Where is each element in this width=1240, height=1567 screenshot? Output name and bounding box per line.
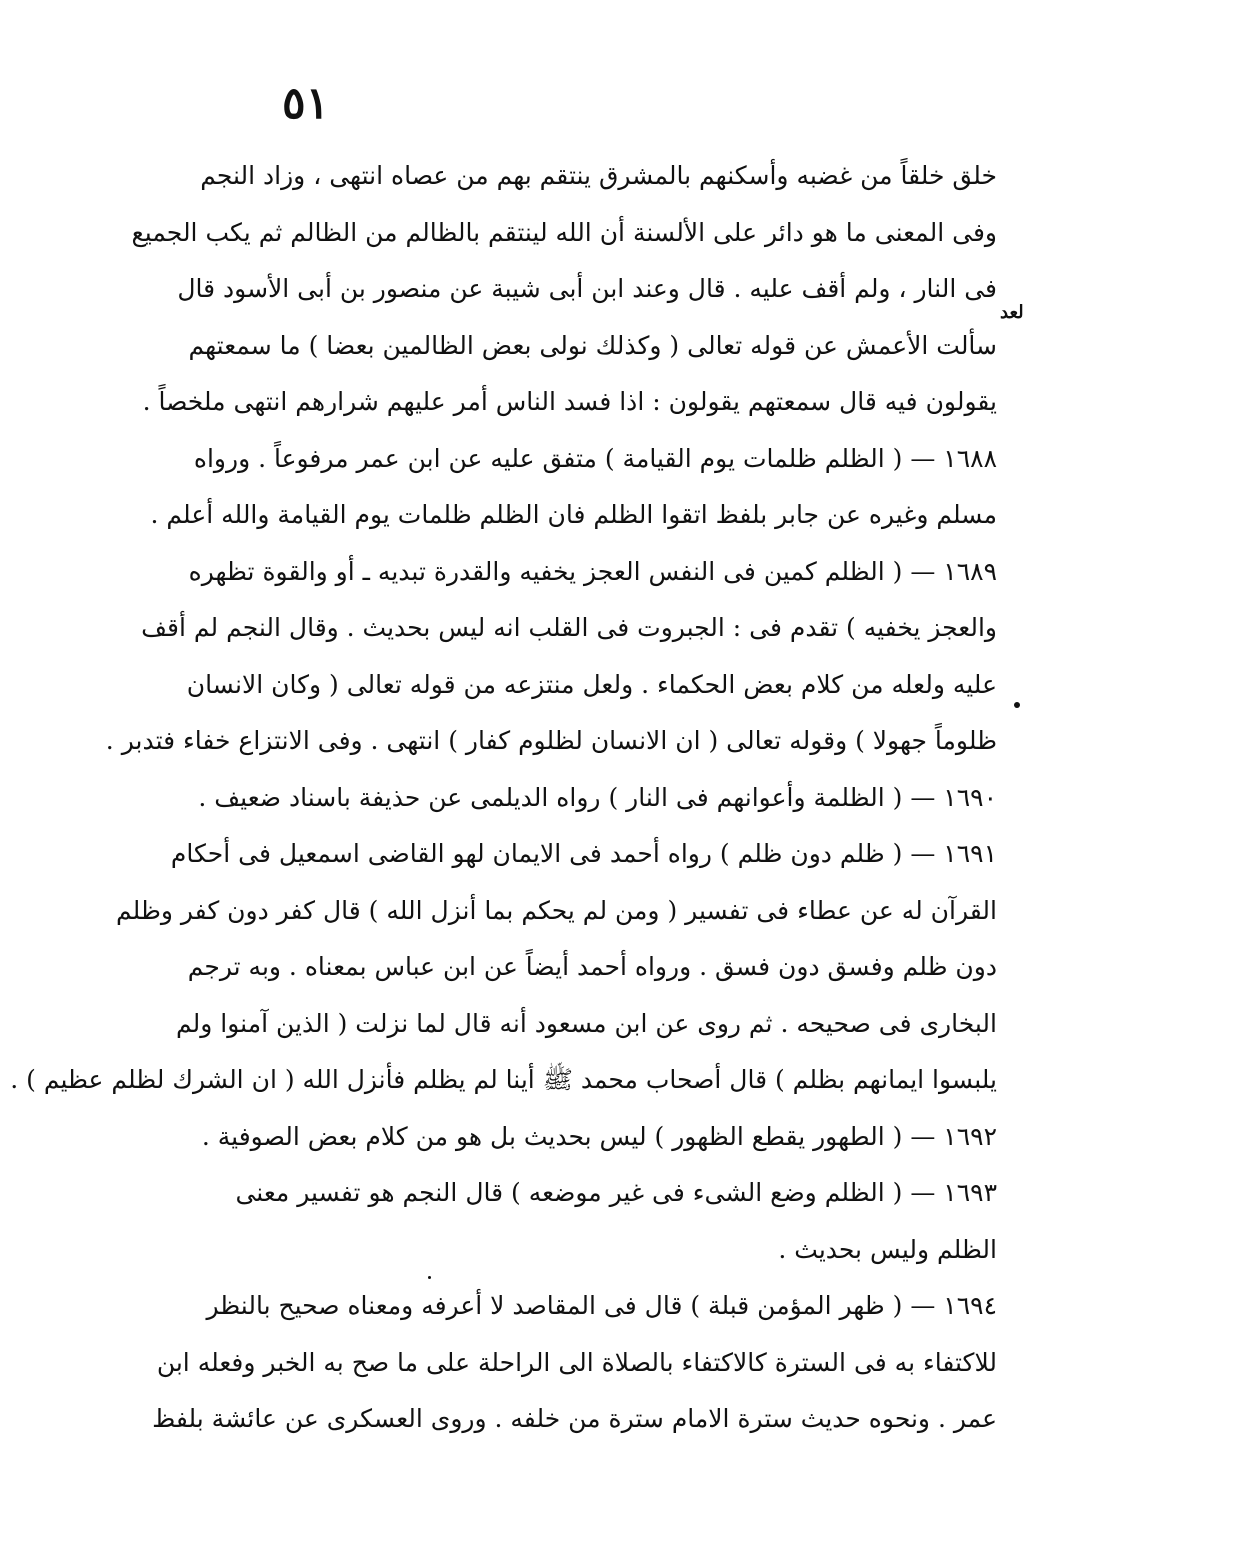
text-line: القرآن له عن عطاء فى تفسير ( ومن لم يحكم بما أنزل الله ) قال كفر دون كفر وظلم — [116, 895, 997, 925]
text-line: ظلوماً جهولا ) وقوله تعالى ( ان الانسان لظلوم كفار ) انتهى . وفى الانتزاع خفاء فتدبر . — [105, 726, 997, 755]
text-line: يقولون فيه قال سمعتهم يقولون : اذا فسد الناس أمر عليهم شرارهم انتهى ملخصاً . — [142, 387, 997, 416]
text-line: وفى المعنى ما هو دائر على الألسنة أن الله لينتقم بالظالم من الظالم ثم يكب الجميع — [131, 217, 997, 247]
text-line: ١٦٩٠ — ( الظلمة وأعوانهم فى النار ) رواه الديلمى عن حذيفة باسناد ضعيف . — [198, 782, 997, 812]
margin-note: لعد — [1000, 302, 1024, 323]
text-line: سألت الأعمش عن قوله تعالى ( وكذلك نولى بعض الظالمين بعضا ) ما سمعتهم — [188, 330, 997, 360]
text-line: مسلم وغيره عن جابر بلفظ اتقوا الظلم فان الظلم ظلمات يوم القيامة والله أعلم . — [150, 500, 997, 529]
text-line: للاكتفاء به فى السترة كالاكتفاء بالصلاة الى الراحلة على ما صح به الخبر وفعله ابن — [156, 1347, 997, 1377]
page-number: ٥١ — [282, 78, 330, 129]
text-line: والعجز يخفيه ) تقدم فى : الجبروت فى القلب انه ليس بحديث . وقال النجم لم أقف — [141, 613, 997, 642]
text-line: ١٦٩٣ — ( الظلم وضع الشىء فى غير موضعه ) قال النجم هو تفسير معنى — [235, 1178, 997, 1207]
text-line: فى النار ، ولم أقف عليه . قال وعند ابن أبى شيبة عن منصور بن أبى الأسود قال — [177, 274, 997, 303]
text-line: دون ظلم وفسق دون فسق . ورواه أحمد أيضاً عن ابن عباس بمعناه . وبه ترجم — [187, 952, 997, 981]
text-block — [10, 148, 997, 1448]
text-line: ١٦٩٢ — ( الطهور يقطع الظهور ) ليس بحديث بل هو من كلام بعض الصوفية . — [201, 1121, 997, 1151]
text-line: ١٦٨٩ — ( الظلم كمين فى النفس العجز يخفيه والقدرة تبديه ـ أو والقوة تظهره — [188, 556, 997, 586]
margin-dot — [1014, 702, 1020, 708]
text-line: ١٦٨٨ — ( الظلم ظلمات يوم القيامة ) متفق عليه عن ابن عمر مرفوعاً . ورواه — [193, 443, 997, 473]
text-line: الظلم وليس بحديث . — [778, 1234, 997, 1264]
text-line: عمر . ونحوه حديث سترة الامام سترة من خلفه . وروى العسكرى عن عائشة بلفظ — [152, 1404, 997, 1433]
text-line: البخارى فى صحيحه . ثم روى عن ابن مسعود أنه قال لما نزلت ( الذين آمنوا ولم — [176, 1008, 997, 1038]
text-line: خلق خلقاً من غضبه وأسكنهم بالمشرق ينتقم بهم من عصاه انتهى ، وزاد النجم — [200, 161, 997, 190]
text-line: عليه ولعله من كلام بعض الحكماء . ولعل منتزعه من قوله تعالى ( وكان الانسان — [186, 669, 997, 699]
text-line: ١٦٩٤ — ( ظهر المؤمن قبلة ) قال فى المقاصد لا أعرفه ومعناه صحيح بالنظر — [206, 1291, 997, 1320]
text-line: ١٦٩١ — ( ظلم دون ظلم ) رواه أحمد فى الايمان لهو القاضى اسمعيل فى أحكام — [170, 839, 997, 868]
text-line: يلبسوا ايمانهم بظلم ) قال أصحاب محمد ﷺ أينا لم يظلم فأنزل الله ( ان الشرك لظلم عظيم ) . — [10, 1065, 997, 1094]
